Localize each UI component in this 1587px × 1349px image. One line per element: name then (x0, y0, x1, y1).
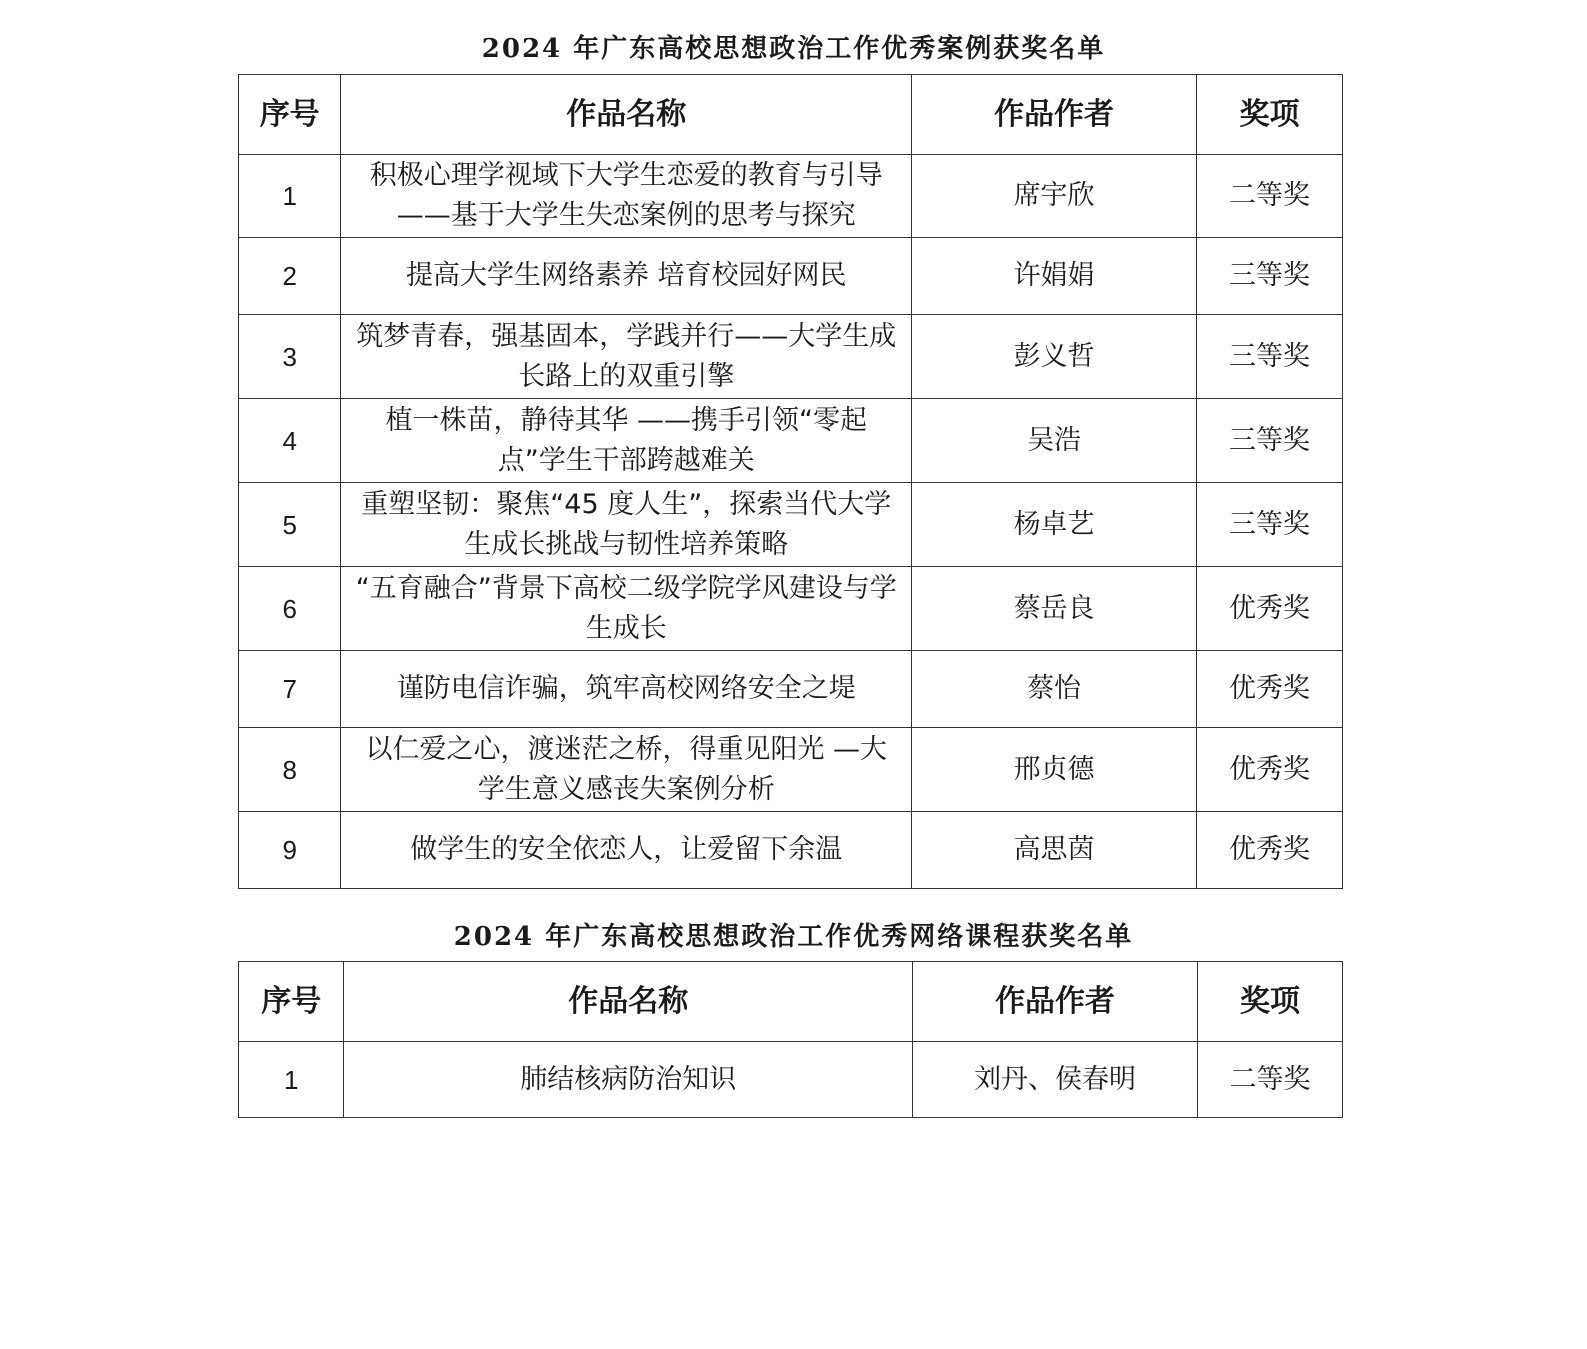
row-name: 谨防电信诈骗，筑牢高校网络安全之堤 (341, 651, 912, 728)
row-no: 2 (239, 238, 341, 315)
row-author: 蔡岳良 (912, 567, 1197, 651)
row-award: 二等奖 (1198, 1042, 1343, 1118)
header-author: 作品作者 (913, 962, 1198, 1042)
row-author: 吴浩 (912, 399, 1197, 483)
table-row (239, 651, 1343, 728)
row-author: 许娟娟 (912, 238, 1197, 315)
row-author: 席宇欣 (912, 155, 1197, 238)
header-no: 序号 (239, 75, 341, 155)
row-author: 杨卓艺 (912, 483, 1197, 567)
row-author: 高思茵 (912, 812, 1197, 889)
row-author: 蔡怡 (912, 651, 1197, 728)
row-name: 做学生的安全依恋人，让爱留下余温 (341, 812, 912, 889)
online-course-awards-table (238, 961, 1343, 1118)
row-award: 三等奖 (1197, 483, 1343, 567)
row-award: 三等奖 (1197, 315, 1343, 399)
row-no: 8 (239, 728, 341, 812)
row-no: 1 (239, 155, 341, 238)
row-name: 重塑坚韧：聚焦“45 度人生”，探索当代大学生成长挑战与韧性培养策略 (341, 483, 912, 567)
row-no: 9 (239, 812, 341, 889)
table-row (239, 812, 1343, 889)
row-award: 三等奖 (1197, 238, 1343, 315)
row-award: 优秀奖 (1197, 728, 1343, 812)
header-award: 奖项 (1198, 962, 1343, 1042)
row-name: “五育融合”背景下高校二级学院学风建设与学生成长 (341, 567, 912, 651)
table-row (239, 155, 1343, 238)
row-author: 邢贞德 (912, 728, 1197, 812)
case-awards-table (238, 74, 1343, 889)
table-row (239, 238, 1343, 315)
row-award: 优秀奖 (1197, 812, 1343, 889)
table-row (239, 483, 1343, 567)
row-no: 6 (239, 567, 341, 651)
table-header-row (239, 962, 1343, 1042)
row-name: 积极心理学视域下大学生恋爱的教育与引导——基于大学生失恋案例的思考与探究 (341, 155, 912, 238)
row-award: 三等奖 (1197, 399, 1343, 483)
row-author: 彭义哲 (912, 315, 1197, 399)
online-course-awards-title: 2024 年广东高校思想政治工作优秀网络课程获奖名单 (453, 922, 1134, 952)
header-award: 奖项 (1197, 75, 1343, 155)
row-name: 以仁爱之心，渡迷茫之桥，得重见阳光 —大学生意义感丧失案例分析 (341, 728, 912, 812)
table-header-row (239, 75, 1343, 155)
header-author: 作品作者 (912, 75, 1197, 155)
row-no: 4 (239, 399, 341, 483)
row-no: 7 (239, 651, 341, 728)
row-name: 肺结核病防治知识 (344, 1042, 913, 1118)
row-no: 5 (239, 483, 341, 567)
row-name: 筑梦青春，强基固本，学践并行——大学生成长路上的双重引擎 (341, 315, 912, 399)
table-row (239, 728, 1343, 812)
row-name: 植一株苗，静待其华 ——携手引领“零起点”学生干部跨越难关 (341, 399, 912, 483)
case-awards-title: 2024 年广东高校思想政治工作优秀案例获奖名单 (481, 34, 1106, 64)
row-no: 1 (239, 1042, 344, 1118)
row-author: 刘丹、侯春明 (913, 1042, 1198, 1118)
table-row (239, 399, 1343, 483)
row-award: 优秀奖 (1197, 567, 1343, 651)
row-no: 3 (239, 315, 341, 399)
row-name: 提高大学生网络素养 培育校园好网民 (341, 238, 912, 315)
row-award: 优秀奖 (1197, 651, 1343, 728)
table-row (239, 315, 1343, 399)
header-no: 序号 (239, 962, 344, 1042)
table-row (239, 567, 1343, 651)
header-name: 作品名称 (344, 962, 913, 1042)
table-row (239, 1042, 1343, 1118)
row-award: 二等奖 (1197, 155, 1343, 238)
header-name: 作品名称 (341, 75, 912, 155)
